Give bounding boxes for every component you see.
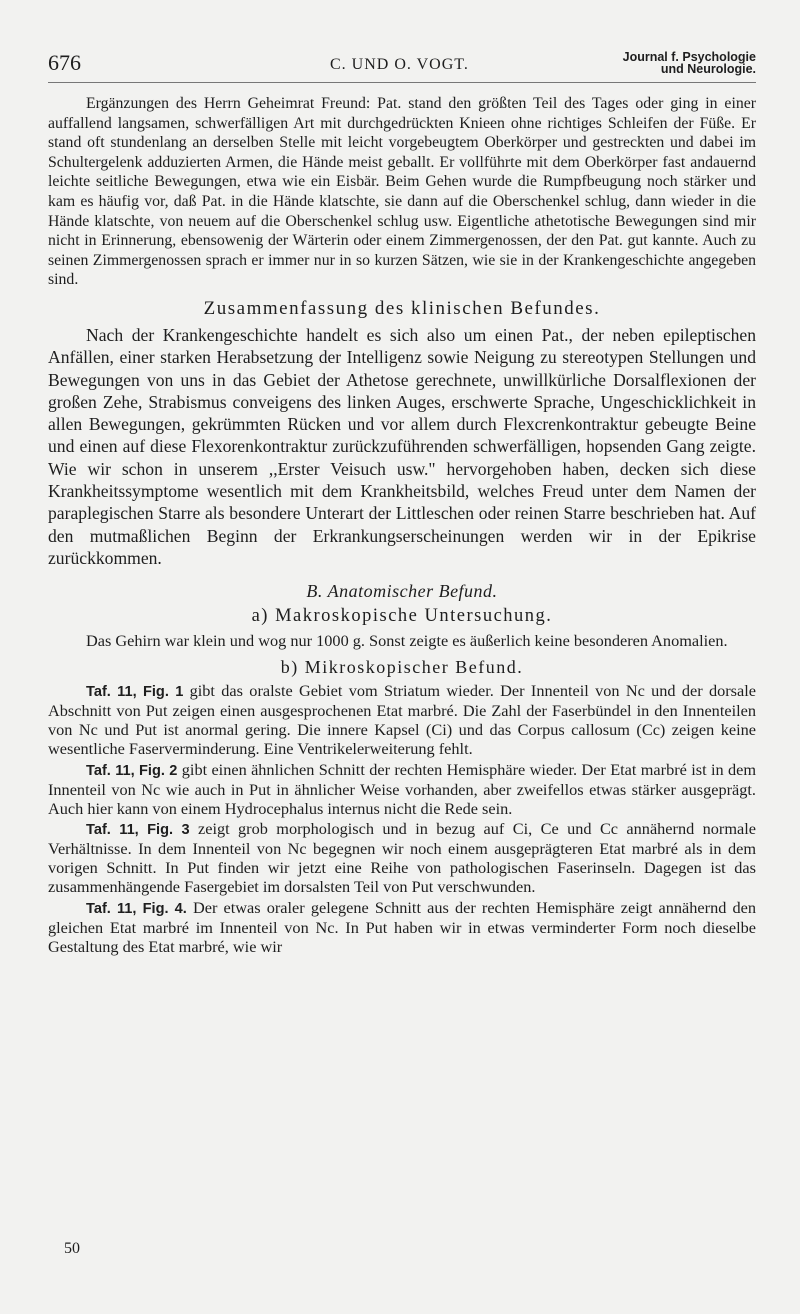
page-header [48,44,756,86]
page-number: 676 [48,50,81,75]
header-rule [48,82,756,83]
taf3-text: zeigt grob morphologisch und in bezug auf Ci, Ce und Cc annähernd normale Verhältnisse. In dem Innenteil von Nc begegnen wir noch einem ausgeprägteren Etat marbré als in dem vorigen Schnitt. In Put finden wir jetzt eine Reihe von pathologischen Faserinseln. Dagegen ist das zusammenhängende Fasergebiet im dorsalsten Teil von Put verschwunden. [48,819,756,897]
figure-label-2: Taf. 11, Fig. 2 [86,762,178,779]
paragraph-summary: Nach der Krankengeschichte handelt es sich also um einen Pat., der neben epileptischen Anfällen, einer starken Herabsetzung der Intelligenz sowie Neigung zu stereotypen Stellungen und Bewegungen von uns in das Gebiet der Athetose gerechnete, unwillkürliche Dorsalflexionen der großen Zehe, Strabismus conveigens des linken Auges, erschwerte Sprache, Ungeschicklichkeit in allen Bewegungen, gekrümmten Rücken und vor allem durch Flexcrenkontraktur gebeugte Beine und einen auf diese Flexorenkontraktur zurückzuführenden schwerfälligen, hopsenden Gang zeigte. Wie wir schon in unserem ,,Erster Veisuch usw." hervorgehoben haben, decken sich diese Krankheitssymptome wesentlich mit dem Krankheitsbild, welches Freud unter dem Namen der paraplegischen Starre als besondere Unterart der Littleschen oder reinen Starre beschrieben hat. Auf den mutmaßlichen Beginn der Erkrankungserscheinungen werden wir in der Epikrise zurückkommen. [48,324,756,568]
figure-label-1: Taf. 11, Fig. 1 [86,684,184,701]
journal-line-1: Journal f. Psychologie [622,50,756,64]
heading-mikroskopisch: b) Mikroskopischer Befund. [280,657,524,678]
paragraph-makro: Das Gehirn war klein und wog nur 1000 g. Sonst zeigte es äußerlich keine besonderen Anomalien. [86,631,728,651]
paragraph-ergaenzungen: Ergänzungen des Herrn Geheimrat Freund: Pat. stand den größten Teil des Tages oder ging in einer auffallend langsamen, schwerfälligen Art mit durchgedrückten Knieen ohne richtiges Schleifen der Füße. Er stand oft stundenlang an derselben Stelle mit leicht vorgebeugtem Oberkörper und gestreckten und dabei im Schultergelenk adduzierten Armen, die Hände meist geballt. Er vollführte mit dem Oberkörper fast andauernd leichte seitliche Bewegungen, etwa wie ein Eisbär. Beim Gehen wurde die Rumpfbeugung noch stärker und kam es häufig vor, daß Pat. in die Hände klatschte, sie dann auf die Oberschenkel schlug, dann wieder in die Hände klatschte, von neuem auf die Oberschenkel schlug usw. Eigentliche athetotische Bewegungen sind mir nicht in Erinnerung, ebensowenig der Wärterin oder einem Zimmergenossen, der den Pat. gut kannte. Auch zu seinen Zimmergenossen sprach er immer nur in so kurzen Sätzen, wie sie in der Krankengeschichte angegeben sind. [48,95,756,289]
paragraph-taf3 [48,820,756,897]
paragraph-taf1 [48,682,756,759]
paragraph-taf4 [48,899,756,957]
taf2-text: gibt einen ähnlichen Schnitt der rechten Hemisphäre wieder. Der Etat marbré ist in dem Innenteil von Nc wie auch in Put in ähnlicher Weise vorhanden, aber zweifellos etwas stärker ausgeprägt. Auch hier kann von einem Hydrocephalus internus nicht die Rede sein. [48,759,757,818]
journal-name [623,51,756,75]
running-title: C. UND O. VOGT. [330,56,469,73]
paragraph-taf2 [48,761,756,819]
signature-mark: 50 [64,1240,80,1257]
figure-label-3: Taf. 11, Fig. 3 [86,822,190,839]
heading-makroskopisch: a) Makroskopische Untersuchung. [251,606,553,627]
journal-line-2: und Neurologie. [660,62,756,76]
taf4-text: Der etwas oraler gelegene Schnitt aus der rechten Hemisphäre zeigt annähernd den gleichen Etat marbré im Innenteil von Nc. In Put haben wir in etwas verminderter Form noch dieselbe Gestaltung des Etat marbré, wie wir [48,898,756,956]
taf1-text: gibt das oralste Gebiet vom Striatum wieder. Der Innenteil von Nc und der dorsale Abschnitt von Put zeigen einen ausgesprochenen Etat marbré. Die Zahl der Faserbündel in den Innenteilen von Nc und Put ist anormal gering. Die innere Kapsel (Ci) und das Corpus callosum (Cc) zeigen keine wesentliche Faserverminderung. Eine Ventrikelerweiterung fehlt. [48,681,756,758]
page-body [48,94,756,957]
heading-summary: Zusammenfassung des klinischen Befundes. [203,297,601,319]
figure-label-4: Taf. 11, Fig. 4. [86,901,187,918]
heading-anatomical: B. Anatomischer Befund. [306,581,498,602]
